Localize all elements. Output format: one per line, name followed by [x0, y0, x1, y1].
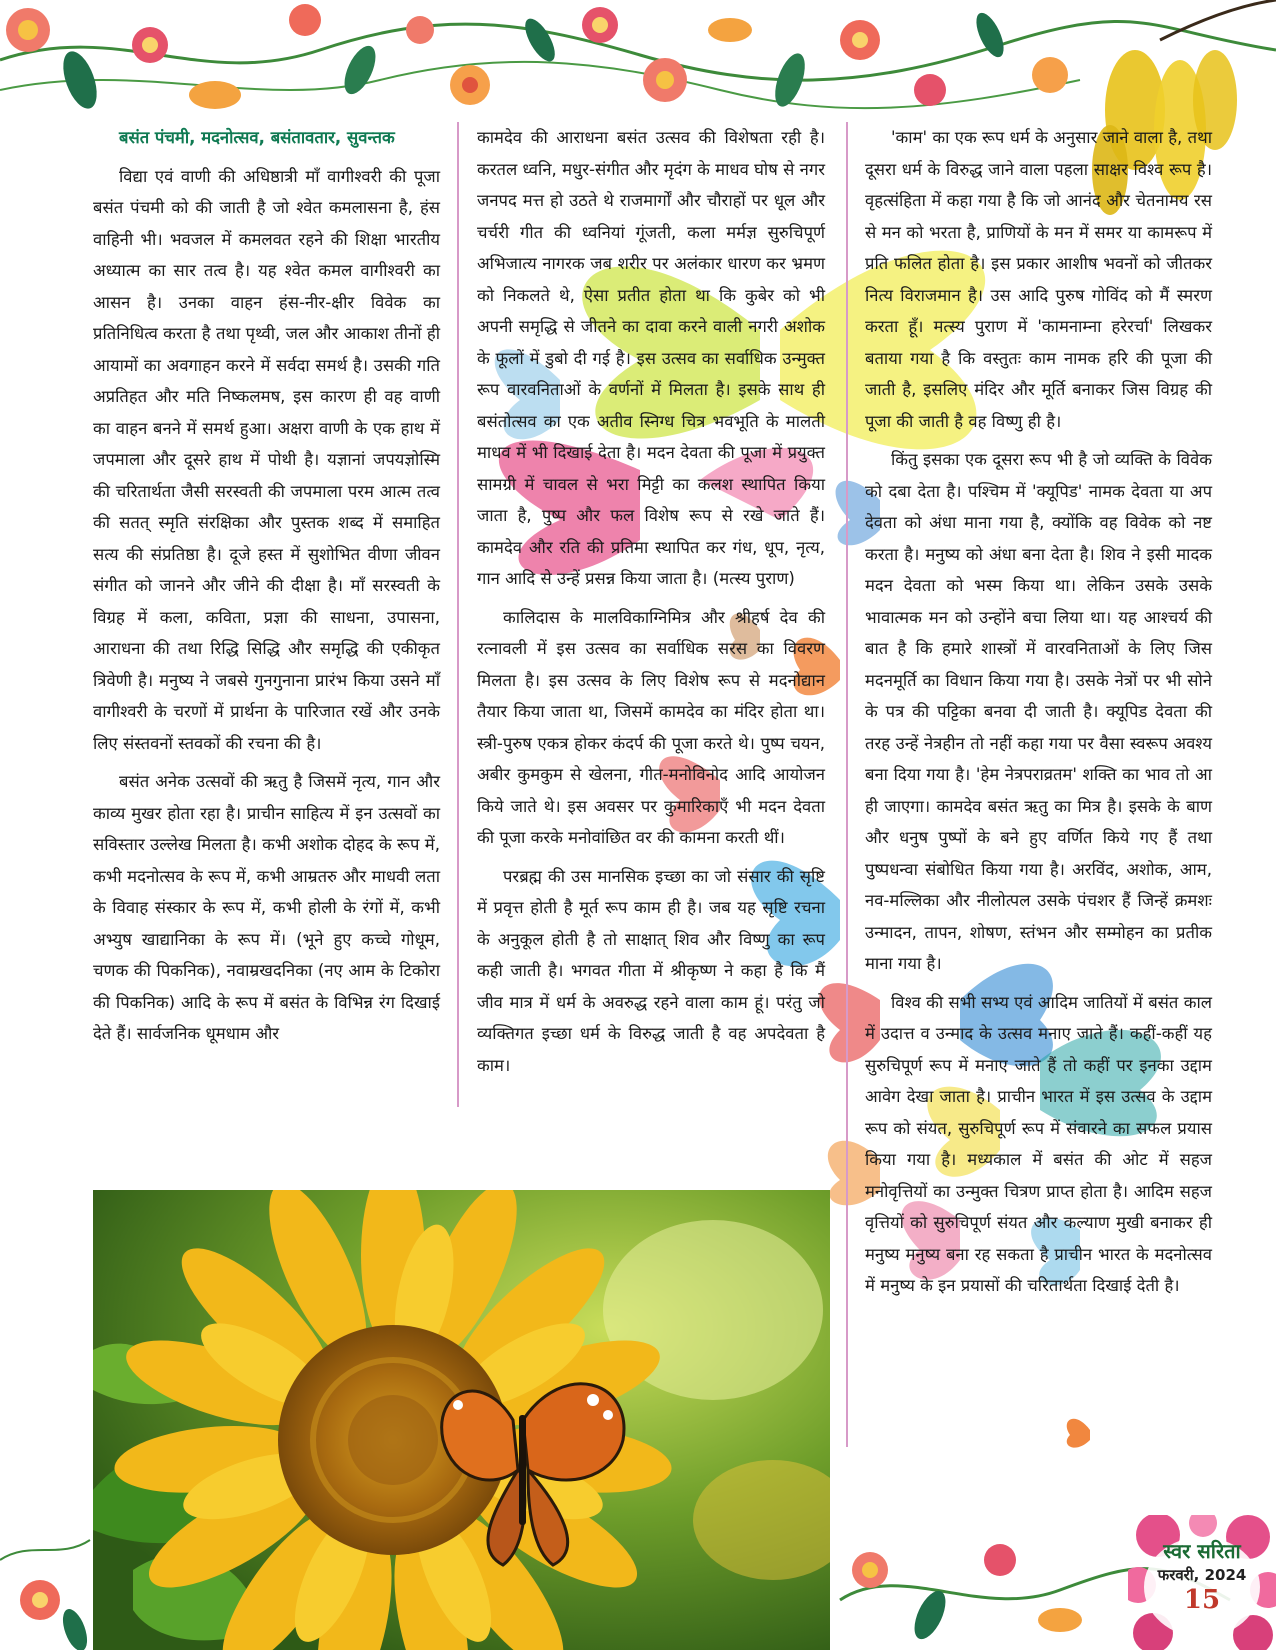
section-heading: बसंत पंचमी, मदनोत्सव, बसंतावतार, सुवन्तक	[119, 128, 395, 147]
paragraph: विश्व की सभी सभ्य एवं आदिम जातियों में बसंत काल में उदात्त व उन्माद के उत्सव मनाए जाते हैं। कहीं-कहीं यह सुरुचिपूर्ण रूप में मनाए जाते हैं तो कहीं पर इनका उद्दाम आवेग देखा जाता है। प्राचीन भारत में इस उत्सव के उद्दाम रूप को संयत, सुरुचिपूर्ण रूप में संवारने का सफल प्रयास किया गया है। मध्यकाल में बसंत की ओट में सहज मनोवृत्तियों का उन्मुक्त चित्रण प्राप्त होता है। आदिम सहज वृत्तियों को सुरुचिपूर्ण संयत और कल्याण मुखी बनाकर ही मनुष्य मनुष्य बना रह सकता है प्राचीन भारत के मदनोत्सव में मनुष्य के इन प्रयासों की चरितार्थता दिखाई देती है।	[865, 992, 1212, 1295]
magazine-badge	[1128, 1515, 1276, 1650]
paragraph: विद्या एवं वाणी की अधिष्ठात्री माँ वागीश्वरी की पूजा बसंत पंचमी को की जाती है जो श्वेत कमलासना है, हंस वाहिनी भी। भवजल में कमलवत रहने की शिक्षा भारतीय अध्यात्म का सार तत्व है। यह श्वेत कमल वागीश्वरी का आसन है। उनका वाहन हंस-नीर-क्षीर विवेक का प्रतिनिधित्व करता है तथा पृथ्वी, जल और आकाश तीनों ही आयामों का अवगाहन करने में सर्वदा समर्थ है। उसकी गति अप्रतिहत और मति निष्कलमष, इस कारण ही वह वाणी का वाहन बनने में समर्थ हुआ। अक्षरा वाणी के एक हाथ में जपमाला और दूसरे हाथ में पोथी है। यज्ञानां जपयज्ञोस्मि की चरितार्थता जैसी सरस्वती की जपमाला परम आत्म तत्व की सतत् स्मृति संरक्षिका और पुस्तक शब्द में समाहित सत्य की संप्रतिष्ठा है। दूजे हस्त में सुशोभित वीणा जीवन संगीत को जानने और जीने की दीक्षा है। माँ सरस्वती के विग्रह में कला, कविता, प्रज्ञा की साधना, उपासना, आराधना की तथा रिद्धि सिद्धि और समृद्धि की एकीकृत त्रिवेणी है। मनुष्य ने जबसे गुनगुनाना प्रारंभ किया उसने माँ वागीश्वरी के चरणों में प्रार्थना के पारिजात रखें और उनके लिए संस्तवनों स्तवकों की रचना की है।	[93, 166, 440, 753]
article-column-2	[477, 122, 825, 1081]
article-column-1	[93, 122, 440, 1050]
column-divider-1	[457, 122, 459, 1107]
top-floral-border	[0, 4, 1276, 113]
paragraph: किंतु इसका एक दूसरा रूप भी है जो व्यक्ति के विवेक को दबा देता है। पश्चिम में 'क्यूपिड' नामक देवता या अप देवता को अंधा माना गया है, क्योंकि वह विवेक को नष्ट करता है। मनुष्य को अंधा बना देता है। शिव ने इसी मादक मदन देवता को भस्म किया था। लेकिन उसके उसके भावात्मक मन को उन्होंने बचा लिया था। यह आश्चर्य की बात है कि हमारे शास्त्रों में वारवनिताओं के लिए जिस मदनमूर्ति का विधान किया गया है। उसके नेत्रों पर भी सोने के पत्र की पट्टिका बनवा दी जाती है। क्यूपिड देवता की तरह उन्हें नेत्रहीन तो नहीं कहा गया पर वैसा स्वरूप अवश्य बना दिया गया है। 'हेम नेत्रपराव्रतम' शक्ति का भाव तो आ ही जाएगा। कामदेव बसंत ऋतु का मित्र है। इसके के बाण और धनुष पुष्पों के बने हुए वर्णित किये गए हैं तथा पुष्पधन्वा संबोधित किया गया है। अरविंद, अशोक, आम, नव-मल्लिका और नीलोत्पल उसके पंचशर हैं जिन्हें क्रमशः उन्मादन, तापन, शोषण, स्तंभन और सम्मोहन का प्रतीक माना गया है।	[865, 450, 1212, 973]
paragraph: बसंत अनेक उत्सवों की ऋतु है जिसमें नृत्य, गान और काव्य मुखर होता रहा है। प्राचीन साहित्य में इन उत्सवों का सविस्तार उल्लेख मिलता है। कभी अशोक दोहद के रूप में, कभी मदनोत्सव के रूप में, कभी आम्रतरु और माधवी लता के विवाह संस्कार के रूप में, कभी होली के रंगों में, कभी अभ्युष खाद्यानिका के रूप में। (भूने हुए कच्चे गोधूम, चणक की पिकनिक), नवाम्रखदनिका (नए आम के टिकोरा की पिकनिक) आदि के रूप में बसंत के विभिन्न रंग दिखाई देते हैं। सार्वजनिक धूमधाम और	[93, 772, 440, 1043]
sunflower-illustration	[93, 1190, 830, 1650]
paragraph: 'काम' का एक रूप धर्म के अनुसार जाने वाला है, तथा दूसरा धर्म के विरुद्ध जाने वाला पहला साक्षर विश्व रूप है। वृहत्संहिता में कहा गया है कि जो आनंद और चेतनामय रस से मन को भरता है, प्राणियों के मन में समर या कामरूप में प्रति फलित होता है। इस प्रकार आशीष भवनों को जीतकर नित्य विराजमान है। उस आदि पुरुष गोविंद को मैं स्मरण करता हूँ। मत्स्य पुराण में 'कामनाम्ना हरेरर्चा' लिखकर बताया गया है कि वस्तुतः काम नामक हरि की पूजा की जाती है, इसलिए मंदिर और मूर्ति बनाकर जिस विग्रह की पूजा की जाती है वह विष्णु ही है।	[865, 128, 1212, 431]
page-number: 15	[1183, 1585, 1221, 1615]
sunflower-butterfly-photo	[93, 1190, 830, 1650]
column-divider-2	[846, 122, 848, 1447]
paragraph: कालिदास के मालविकाग्निमित्र और श्रीहर्ष देव की रत्नावली में इस उत्सव का सर्वाधिक सरस का विवरण मिलता है। इस उत्सव के लिए विशेष रूप से मदनोद्यान तैयार किया जाता था, जिसमें कामदेव का मंदिर होता था। स्त्री-पुरुष एकत्र होकर कंदर्प की पूजा करते थे। पुष्प चयन, अबीर कुमकुम से खेलना, गीत-मनोविनोद आदि आयोजन किये जाते थे। इस अवसर पर कुमारिकाएँ भी मदन देवता की पूजा करके मनोवांछित वर की कामना करती थीं।	[477, 607, 825, 847]
paragraph: कामदेव की आराधना बसंत उत्सव की विशेषता रही है। करतल ध्वनि, मधुर-संगीत और मृदंग के माधव घोष से नगर जनपद मत्त हो उठते थे राजमार्गों और चौराहों पर धूल और चर्चरी गीत की ध्वनियां गूंजती, कला मर्मज्ञ सुरुचिपूर्ण अभिजात्य नागरक जब शरीर पर अलंकार धारण कर भ्रमण को निकलते थे, ऐसा प्रतीत होता था कि कुबेर को भी अपनी समृद्धि से जीतने का दावा करने वाली नगरी अशोक के फूलों में डुबो दी गई है। इस उत्सव का सर्वाधिक उन्मुक्त रूप वारवनिताओं के वर्णनों में मिलता है। इसके साथ ही बसंतोत्सव का एक अतीव स्निग्ध चित्र भवभूति के मालती माधव में भी दिखाई देता है। मदन देवता की पूजा में प्रयुक्त सामग्री में चावल से भरा मिट्टी का कलश स्थापित किया जाता है, पुष्प और फल विशेष रूप से रखे जाते हैं। कामदेव और रति की प्रतिमा स्थापित कर गंध, धूप, नृत्य, गान आदि से उन्हें प्रसन्न किया जाता है। (मत्स्य पुराण)	[477, 128, 825, 588]
issue-date: फरवरी, 2024	[1157, 1566, 1247, 1584]
magazine-name: स्वर सरिता	[1163, 1539, 1241, 1563]
article-column-3	[865, 122, 1212, 1302]
paragraph: परब्रह्म की उस मानसिक इच्छा का जो संसार की सृष्टि में प्रवृत्त होती है मूर्त रूप काम ही है। जब यह सृष्टि रचना के अनुकूल होती है तो साक्षात् शिव और विष्णु का रूप कही जाती है। भगवत गीता में श्रीकृष्ण ने कहा है कि मैं जीव मात्र में धर्म के अवरुद्ध रहने वाला काम हूं। परंतु जो व्यक्तिगत इच्छा धर्म के विरुद्ध जाती है वह अपदेवता है काम।	[477, 866, 825, 1075]
